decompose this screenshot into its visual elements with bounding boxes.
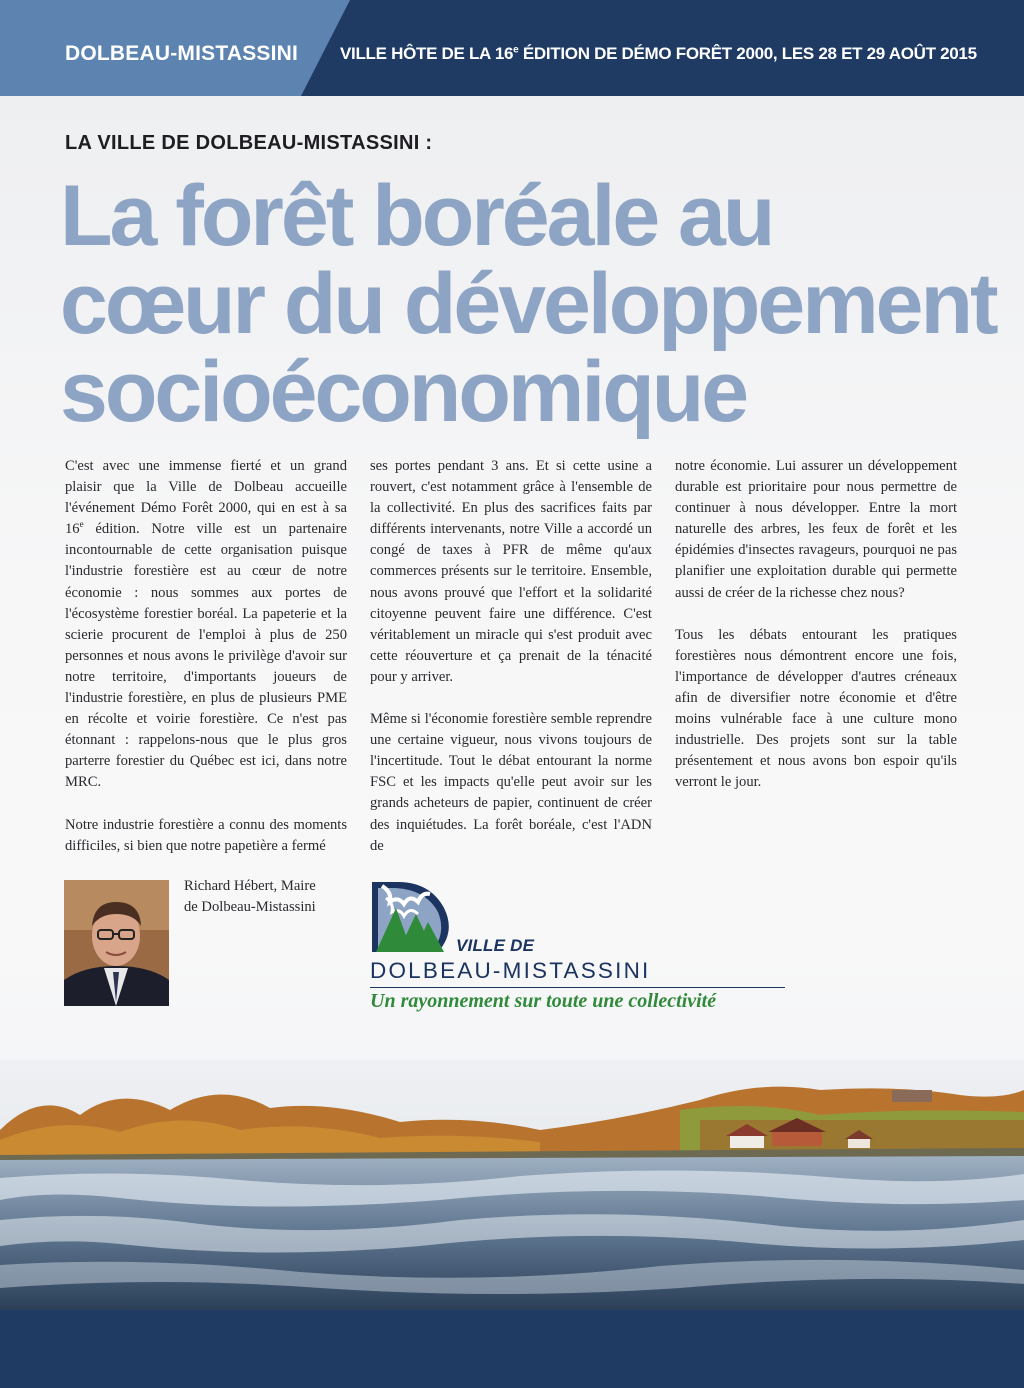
portrait-illustration <box>64 880 169 1006</box>
logo-city-name: DOLBEAU-MISTASSINI <box>370 958 651 983</box>
header-city: DOLBEAU-MISTASSINI <box>65 42 299 65</box>
city-logo <box>368 878 788 1018</box>
header-host-line: VILLE HÔTE DE LA 16e ÉDITION DE DÉMO FORÊT 2000, LES 28 ET 29 AOÛT 2015 <box>340 44 977 63</box>
header-band <box>0 0 1024 96</box>
logo-tagline: Un rayonnement sur toute une collectivité <box>370 990 717 1012</box>
article-kicker: LA VILLE DE DOLBEAU-MISTASSINI : <box>65 132 433 154</box>
river-landscape-image <box>0 1060 1024 1310</box>
column-1-paragraph-1: C'est avec une immense fierté et un grand plaisir que la Ville de Dolbeau accueille l'événement Démo Forêt 2000, qui en est à sa 16e édition. Notre ville est un partenaire incontournable de cette organisation puisque l'industrie forestière est au cœur de notre économie : nous sommes aux portes de l'écosystème forestier boréal. La papeterie et la scierie procurent de l'emploi à plus de 250 personnes et nous avons le privilège d'avoir sur notre territoire, d'importants joueurs de l'industrie forestière, en plus de plusieurs PME en récolte et voirie forestière. Ce n'est pas étonnant : rappelons-nous que le plus gros parterre forestier du Québec est ici, dans notre MRC. <box>65 458 347 791</box>
mayor-portrait <box>64 880 169 1006</box>
column-1-paragraph-2: Notre industrie forestière a connu des moments difficiles, si bien que notre papetière a fermé <box>65 816 347 854</box>
column-3-paragraph-1: notre économie. Lui assurer un développement durable est prioritaire pour nous permettre de continuer à nous développer. Entre la mort naturelle des arbres, les feux de forêt et les épidémies d'insectes ravageurs, pourquoi ne pas planifier une exploitation durable qui permette aussi de créer de la richesse chez nous? <box>675 458 957 601</box>
footer-band <box>0 1310 1024 1388</box>
logo-divider <box>370 987 785 988</box>
column-3-paragraph-2: Tous les débats entourant les pratiques forestières nous démontrent encore une fois, l'importance de développer d'autres créneaux afin de diversifier notre économie et d'être moins vulnérable face à une culture mono industrielle. Des projets sont sur la table présentement et nous avons bon espoir qu'ils verront le jour. <box>675 626 957 791</box>
logo-ville-de: VILLE DE <box>456 936 535 955</box>
article-column-1 <box>65 456 347 857</box>
title-line-1: La forêt boréale au <box>60 168 773 264</box>
title-line-2: cœur du développement <box>60 256 996 352</box>
column-2-paragraph-1: ses portes pendant 3 ans. Et si cette usine a rouvert, c'est notamment grâce à l'ensemble de la collectivité. En plus des sacrifices faits par différents intervenants, notre Ville a accordé un congé de taxes à PFR de même qu'aux commerces présents sur le territoire. Ensemble, nous avons prouvé que l'effort et la solidarité citoyenne peuvent faire une différence. C'est véritablement un miracle qui s'est produit avec cette réouverture et ça prenait de la ténacité pour y arriver. <box>370 458 652 685</box>
caption-name: Richard Hébert, Maire <box>184 878 316 894</box>
column-2-paragraph-2: Même si l'économie forestière semble reprendre une certaine vigueur, nous vivons toujours de l'incertitude. Tout le débat entourant la norme FSC et les impacts qu'elle peut avoir sur les grands acheteurs de papier, continuent de créer des inquiétudes. La forêt boréale, c'est l'ADN de <box>370 711 652 854</box>
title-line-3: socioéconomique <box>60 344 747 440</box>
article-column-3 <box>675 456 957 793</box>
article-column-2 <box>370 456 652 857</box>
caption-title: de Dolbeau-Mistassini <box>184 899 316 915</box>
portrait-caption <box>184 876 334 918</box>
article-title <box>60 168 996 440</box>
tree-emblem-icon <box>368 878 468 958</box>
